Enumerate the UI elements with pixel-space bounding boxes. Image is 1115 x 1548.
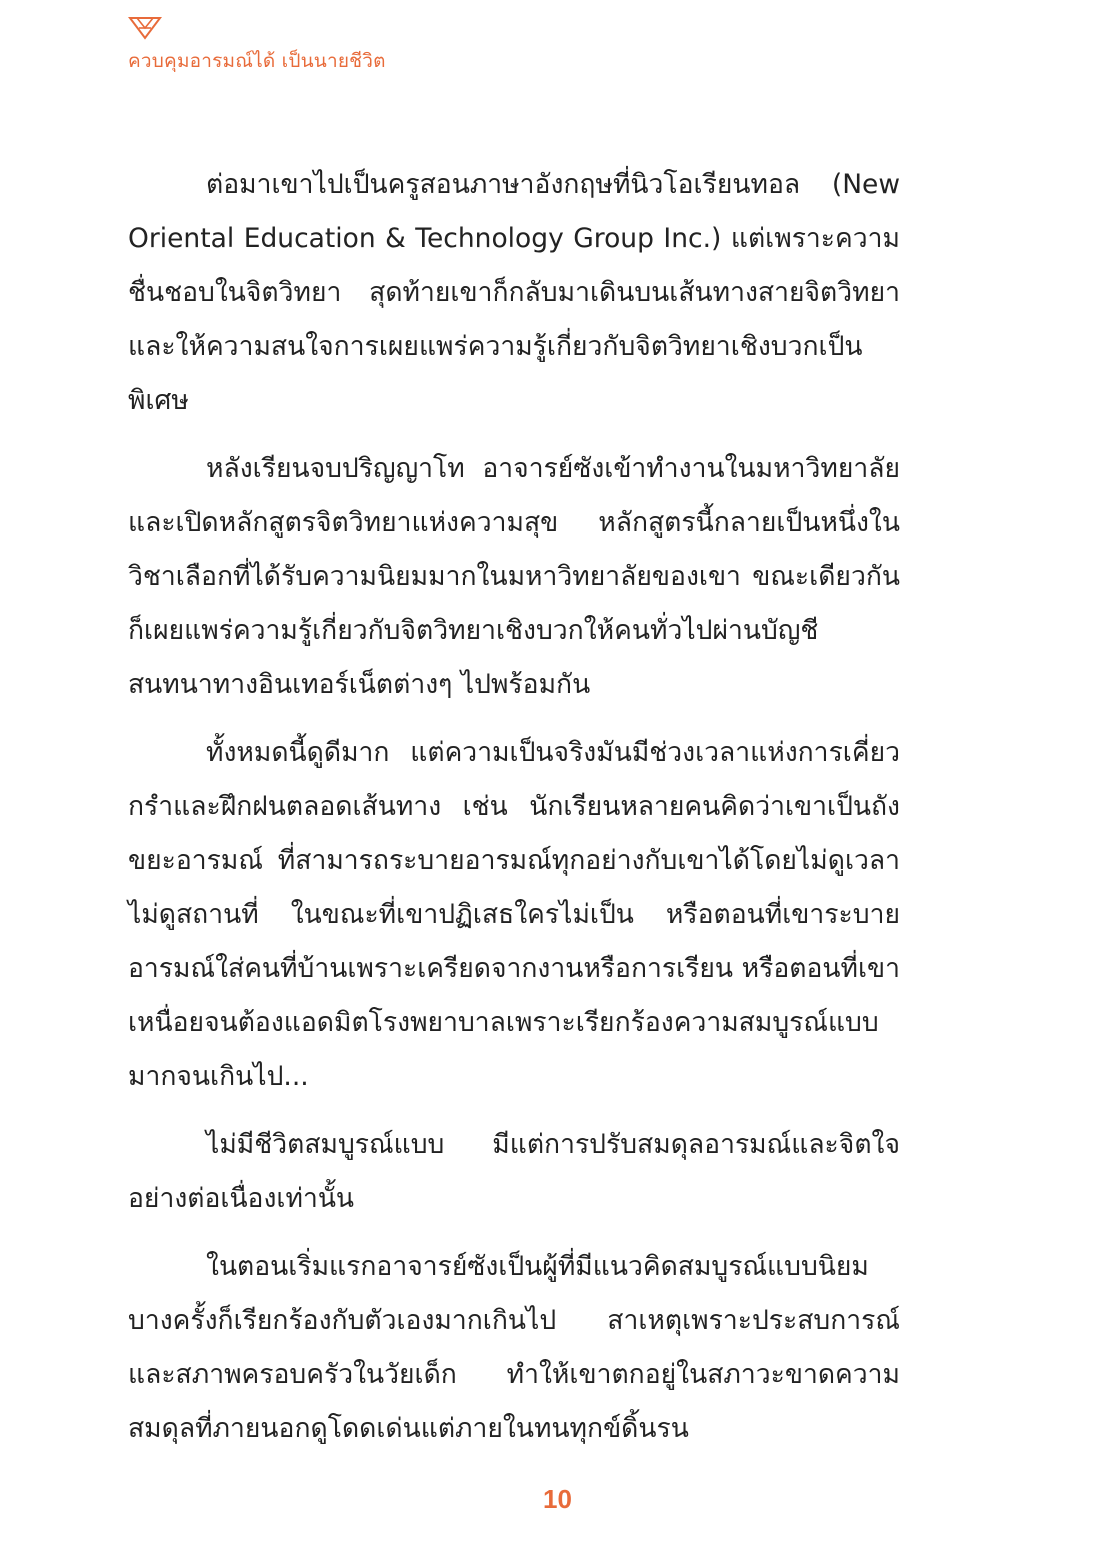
paragraph: หลังเรียนจบปริญญาโท อาจารย์ซังเข้าทำงานในมหาวิทยาลัยและเปิดหลักสูตรจิตวิทยาแห่งความสุข หลักสูตรนี้กลายเป็นหนึ่งในวิชาเลือกที่ได้รับความนิยมมากในมหาวิทยาลัยของเขา ขณะเดียวกันก็เผยแพร่ความรู้เกี่ยวกับจิตวิทยาเชิงบวกให้คนทั่วไปผ่านบัญชีสนทนาทางอินเทอร์เน็ตต่างๆ ไปพร้อมกัน bbox=[128, 453, 900, 700]
body-text bbox=[128, 158, 900, 1470]
paragraph: ทั้งหมดนี้ดูดีมาก แต่ความเป็นจริงมันมีช่วงเวลาแห่งการเคี่ยวกรำและฝึกฝนตลอดเส้นทาง เช่น นักเรียนหลายคนคิดว่าเขาเป็นถังขยะอารมณ์ ที่สามารถระบายอารมณ์ทุกอย่างกับเขาได้โดยไม่ดูเวลาไม่ดูสถานที่ ในขณะที่เขาปฏิเสธใครไม่เป็น หรือตอนที่เขาระบายอารมณ์ใส่คนที่บ้านเพราะเครียดจากงานหรือการเรียน หรือตอนที่เขาเหนื่อยจนต้องแอดมิตโรงพยาบาลเพราะเรียกร้องความสมบูรณ์แบบมากจนเกินไป... bbox=[128, 737, 900, 1092]
running-header bbox=[128, 16, 386, 76]
book-title: ควบคุมอารมณ์ได้ เป็นนายชีวิต bbox=[128, 50, 386, 72]
paragraph: ไม่มีชีวิตสมบูรณ์แบบ มีแต่การปรับสมดุลอารมณ์และจิตใจอย่างต่อเนื่องเท่านั้น bbox=[128, 1129, 900, 1214]
triangle-logo-icon bbox=[128, 16, 162, 40]
paragraph: ต่อมาเขาไปเป็นครูสอนภาษาอังกฤษที่นิวโอเรียนทอล (New Oriental Education & Technology Group Inc.) แต่เพราะความชื่นชอบในจิตวิทยา สุดท้ายเขาก็กลับมาเดินบนเส้นทางสายจิตวิทยาและให้ความสนใจการเผยแพร่ความรู้เกี่ยวกับจิตวิทยาเชิงบวกเป็นพิเศษ bbox=[128, 169, 900, 416]
page-number: 10 bbox=[543, 1484, 572, 1514]
paragraph: ในตอนเริ่มแรกอาจารย์ซังเป็นผู้ที่มีแนวคิดสมบูรณ์แบบนิยม บางครั้งก็เรียกร้องกับตัวเองมากเกินไป สาเหตุเพราะประสบการณ์และสภาพครอบครัวในวัยเด็ก ทำให้เขาตกอยู่ในสภาวะขาดความสมดุลที่ภายนอกดูโดดเด่นแต่ภายในทนทุกข์ดิ้นรน bbox=[128, 1251, 900, 1444]
